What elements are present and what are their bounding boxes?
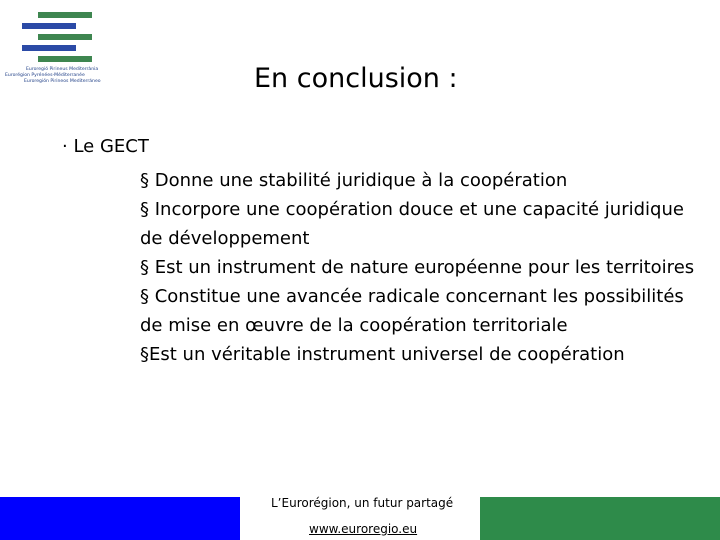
logo-caption: Euroregió Pirineus Mediterrània — [26, 67, 99, 72]
sub-bullet-item: § Est un instrument de nature européenne pour les territoires — [140, 257, 695, 278]
sub-bullet-list — [140, 166, 700, 369]
euroregion-logo — [4, 8, 116, 90]
footer-tagline: L’Eurorégion, un futur partagé — [271, 496, 454, 510]
logo-caption: Eurorégion Pyrénées-Méditerranée — [5, 73, 85, 78]
logo-stripe-green — [38, 56, 92, 62]
sub-bullet-item: §Est un véritable instrument universel de coopération — [140, 344, 625, 365]
logo-caption: Euroregión Pirineos Mediterráneo — [24, 79, 101, 84]
logo-stripe-blue — [22, 45, 76, 51]
logo-stripe-green — [38, 12, 92, 18]
sub-bullet-item: § Donne une stabilité juridique à la coopération — [140, 170, 568, 191]
bullet-gect: · Le GECT — [62, 136, 149, 157]
sub-bullet-item: § Constitue une avancée radicale concernant les possibilités de mise en œuvre de la coopération territoriale — [140, 286, 684, 336]
footer-website-link[interactable]: www.euroregio.eu — [309, 522, 418, 536]
sub-bullet-item: § Incorpore une coopération douce et une capacité juridique de développement — [140, 199, 684, 249]
logo-stripe-blue — [22, 23, 76, 29]
slide-title: En conclusion : — [254, 63, 458, 94]
footer-blue-band — [0, 497, 240, 540]
logo-stripe-green — [38, 34, 92, 40]
footer-green-band — [480, 497, 720, 540]
